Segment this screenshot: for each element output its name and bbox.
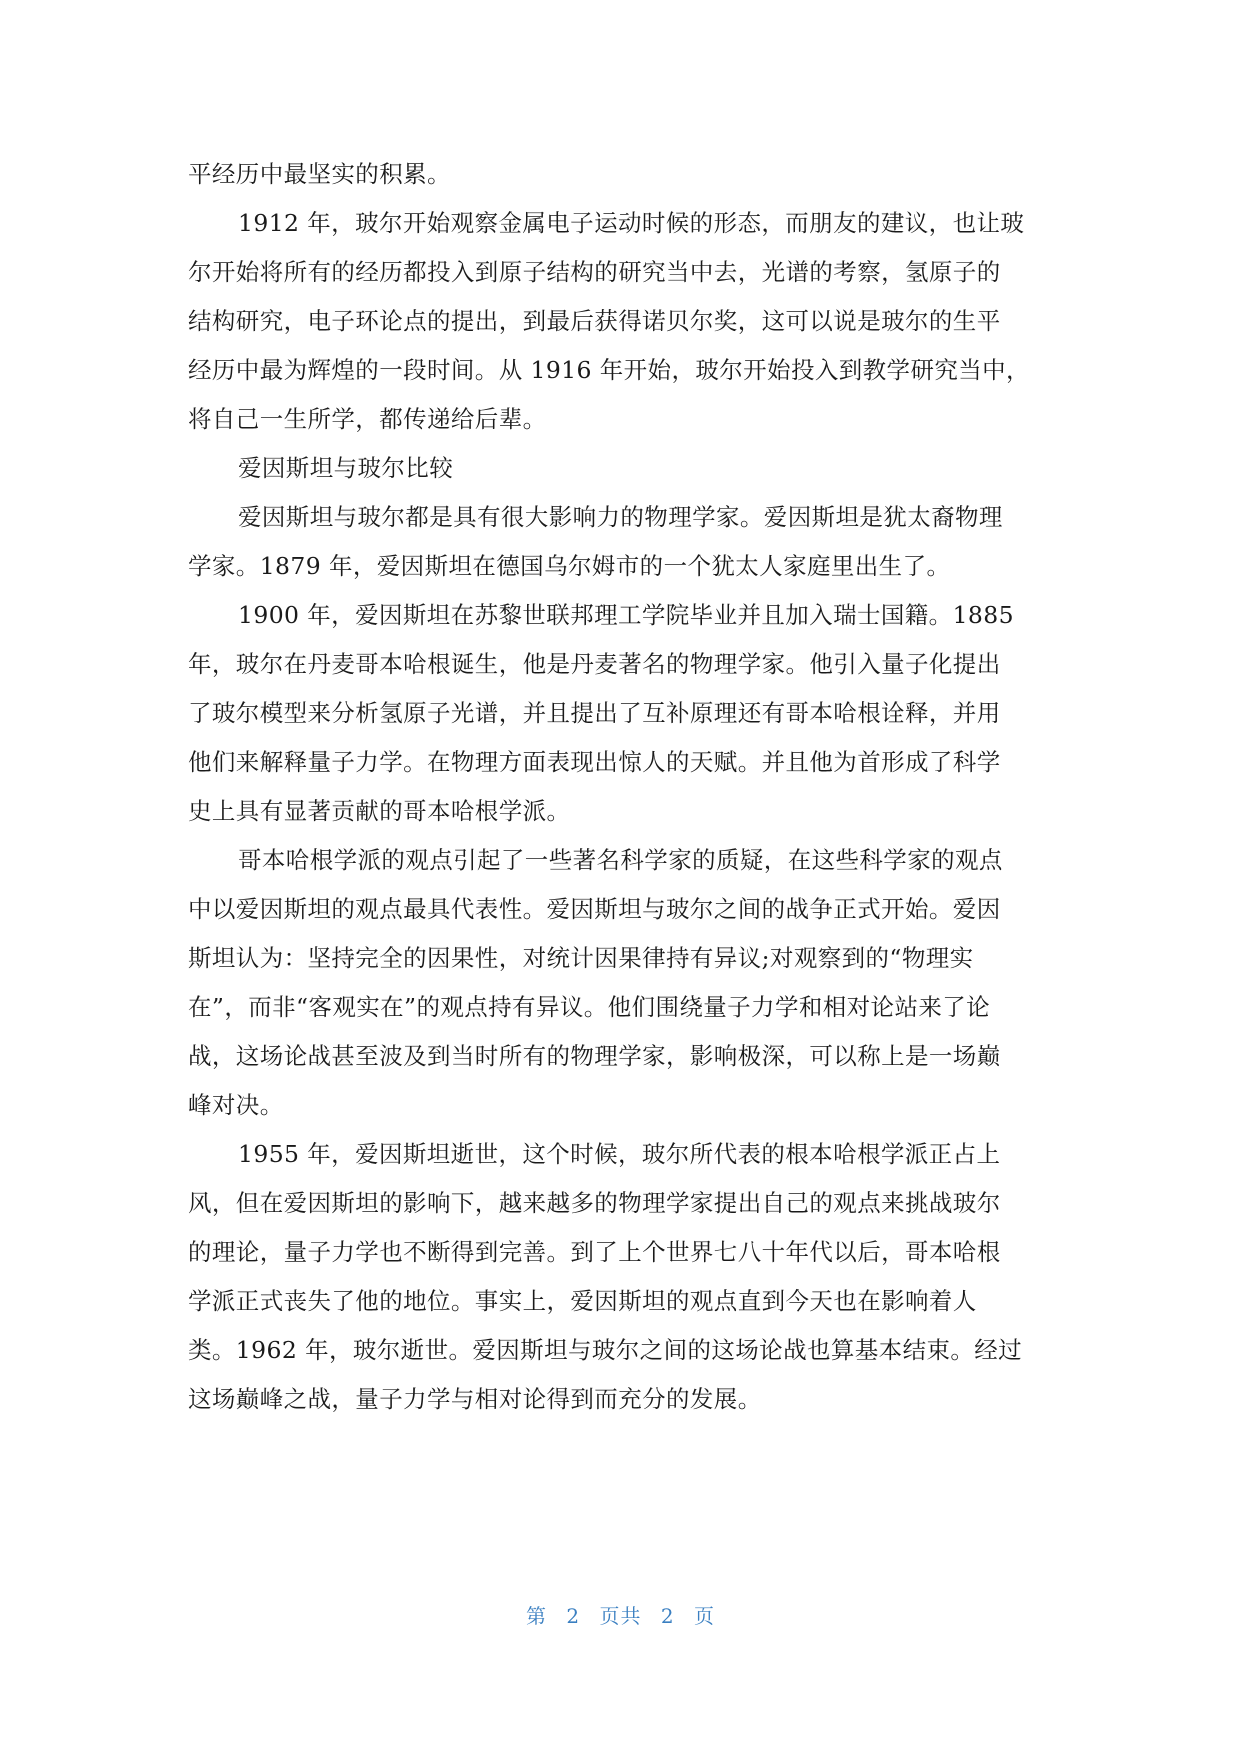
text-line: 年，玻尔在丹麦哥本哈根诞生，他是丹麦著名的物理学家。他引入量子化提出 bbox=[188, 650, 1001, 678]
text-line: 斯坦认为：坚持完全的因果性，对统计因果律持有异议;对观察到的“物理实 bbox=[188, 944, 974, 972]
text-line: 哥本哈根学派的观点引起了一些著名科学家的质疑，在这些科学家的观点 bbox=[238, 846, 1003, 874]
total-page-count: 2 bbox=[660, 1604, 675, 1628]
text-line: 中以爱因斯坦的观点最具代表性。爱因斯坦与玻尔之间的战争正式开始。爱因 bbox=[188, 895, 1001, 923]
section-heading: 爱因斯坦与玻尔比较 bbox=[238, 454, 454, 482]
paragraph bbox=[188, 150, 1058, 199]
paragraph bbox=[188, 836, 1058, 1130]
text-line: 他们来解释量子力学。在物理方面表现出惊人的天赋。并且他为首形成了科学 bbox=[188, 748, 1001, 776]
text-line: 平经历中最坚实的积累。 bbox=[188, 160, 451, 188]
text-line: 1900 年，爱因斯坦在苏黎世联邦理工学院毕业并且加入瑞士国籍。1885 bbox=[238, 601, 1014, 629]
paragraph bbox=[188, 591, 1058, 836]
paragraph bbox=[188, 199, 1058, 444]
text-line: 爱因斯坦与玻尔都是具有很大影响力的物理学家。爱因斯坦是犹太裔物理 bbox=[238, 503, 1003, 531]
text-line: 类。1962 年，玻尔逝世。爱因斯坦与玻尔之间的这场论战也算基本结束。经过 bbox=[188, 1336, 1023, 1364]
text-line: 战，这场论战甚至波及到当时所有的物理学家，影响极深，可以称上是一场巅 bbox=[188, 1042, 1001, 1070]
text-line: 峰对决。 bbox=[188, 1091, 284, 1119]
text-line: 结构研究，电子环论点的提出，到最后获得诺贝尔奖，这可以说是玻尔的生平 bbox=[188, 307, 1001, 335]
text-line: 将自己一生所学，都传递给后辈。 bbox=[188, 405, 547, 433]
text-line: 了玻尔模型来分析氢原子光谱，并且提出了互补原理还有哥本哈根诠释，并用 bbox=[188, 699, 1001, 727]
text-line: 经历中最为辉煌的一段时间。从 1916 年开始，玻尔开始投入到教学研究当中， bbox=[188, 356, 1030, 384]
footer-label-di: 第 bbox=[526, 1604, 548, 1628]
paragraph bbox=[188, 493, 1058, 591]
page-footer bbox=[0, 1600, 1241, 1629]
text-line: 学派正式丧失了他的地位。事实上，爱因斯坦的观点直到今天也在影响着人 bbox=[188, 1287, 977, 1315]
text-line: 风，但在爱因斯坦的影响下，越来越多的物理学家提出自己的观点来挑战玻尔 bbox=[188, 1189, 1001, 1217]
text-line: 这场巅峰之战，量子力学与相对论得到而充分的发展。 bbox=[188, 1385, 762, 1413]
text-line: 1955 年，爱因斯坦逝世，这个时候，玻尔所代表的根本哈根学派正占上 bbox=[238, 1140, 1001, 1168]
footer-label-ye-gong: 页共 bbox=[599, 1604, 642, 1628]
text-line: 史上具有显著贡献的哥本哈根学派。 bbox=[188, 797, 571, 825]
text-line: 在”，而非“客观实在”的观点持有异议。他们围绕量子力学和相对论站来了论 bbox=[188, 993, 991, 1021]
text-line: 尔开始将所有的经历都投入到原子结构的研究当中去，光谱的考察，氢原子的 bbox=[188, 258, 1001, 286]
document-body bbox=[188, 150, 1058, 1424]
text-line: 的理论，量子力学也不断得到完善。到了上个世界七八十年代以后，哥本哈根 bbox=[188, 1238, 1001, 1266]
paragraph bbox=[188, 1130, 1058, 1424]
current-page-number: 2 bbox=[566, 1604, 581, 1628]
text-line: 学家。1879 年，爱因斯坦在德国乌尔姆市的一个犹太人家庭里出生了。 bbox=[188, 552, 951, 580]
text-line: 1912 年，玻尔开始观察金属电子运动时候的形态，而朋友的建议，也让玻 bbox=[238, 209, 1025, 237]
footer-label-ye: 页 bbox=[693, 1604, 715, 1628]
